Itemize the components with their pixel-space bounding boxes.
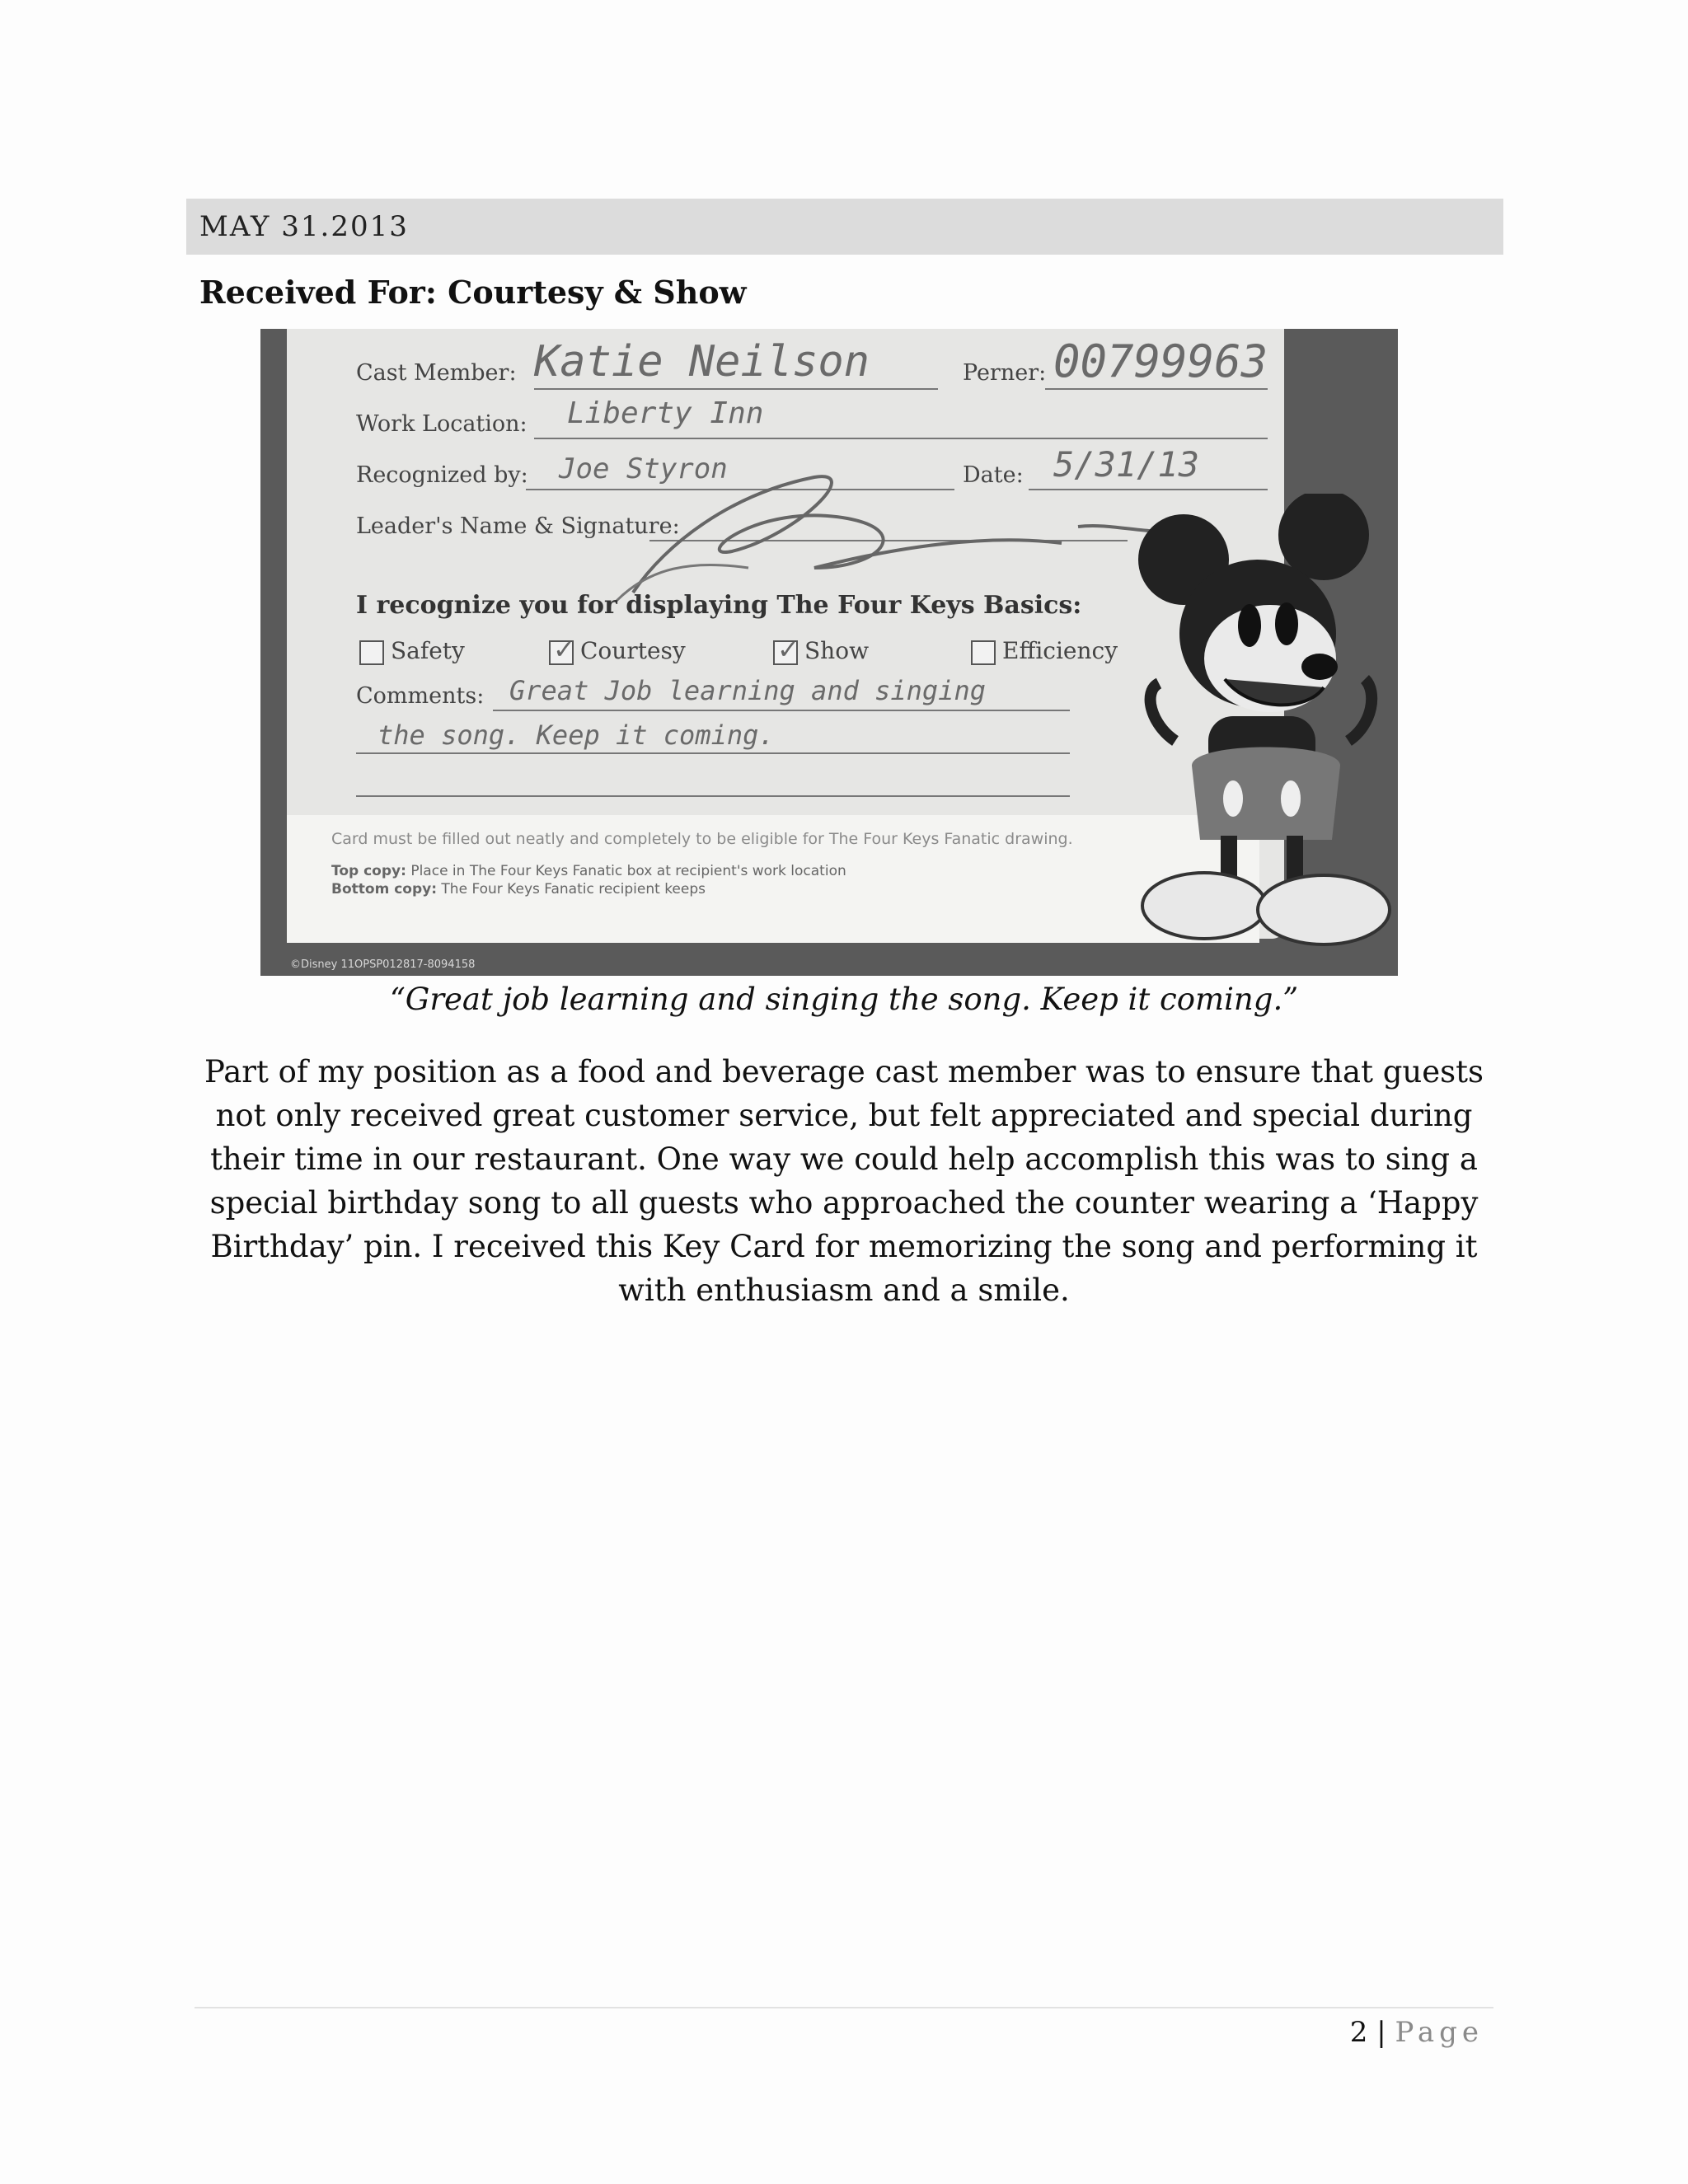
received-for-heading: Received For: Courtesy & Show	[199, 274, 747, 311]
check-icon: ✓	[553, 634, 575, 665]
bottom-copy-text: The Four Keys Fanatic recipient keeps	[441, 881, 706, 898]
comments-handwritten-1: Great Job learning and singing	[509, 675, 986, 706]
work-location-handwritten: Liberty Inn	[567, 396, 764, 430]
bottom-copy	[331, 881, 706, 898]
perner-handwritten: 00799963	[1053, 335, 1268, 387]
page-number: 2	[1349, 2016, 1368, 2049]
page-label: Page	[1395, 2016, 1484, 2049]
comments-line-3	[356, 795, 1070, 797]
show-checkbox	[773, 634, 799, 665]
four-keys-heading: I recognize you for displaying The Four Keys Basics:	[356, 591, 1082, 620]
top-copy-text: Place in The Four Keys Fanatic box at recipient's work location	[410, 863, 846, 879]
safety-label: Safety	[391, 637, 465, 664]
footer-divider	[195, 2007, 1493, 2008]
efficiency-label: Efficiency	[1002, 637, 1118, 664]
courtesy-label: Courtesy	[580, 637, 686, 664]
check-icon: ✓	[777, 634, 799, 665]
perner-label: Perner:	[963, 360, 1047, 386]
date-handwritten: 5/31/13	[1053, 444, 1200, 485]
perner-line	[1045, 388, 1268, 390]
fine-print: Card must be filled out neatly and completely to be eligible for The Four Keys Fanatic drawing.	[331, 830, 1073, 848]
recognized-by-handwritten: Joe Styron	[559, 452, 728, 485]
mickey-mouse-illustration	[1126, 494, 1398, 976]
recognized-by-label: Recognized by:	[356, 462, 528, 488]
cast-member-label: Cast Member:	[356, 360, 517, 386]
card-caption: “Great job learning and singing the song. Keep it coming.”	[389, 982, 1299, 1017]
signature-scribble	[567, 444, 1193, 609]
page-footer	[1350, 2009, 1484, 2055]
comments-handwritten-2: the song. Keep it coming.	[377, 719, 775, 751]
cast-member-line	[534, 388, 938, 390]
efficiency-checkbox	[971, 640, 996, 665]
date-header: MAY 31.2013	[186, 199, 1503, 255]
comments-label: Comments:	[356, 683, 485, 709]
safety-checkbox	[359, 640, 384, 665]
courtesy-checkbox	[549, 634, 575, 665]
date-label: Date:	[963, 462, 1024, 488]
show-label: Show	[804, 637, 870, 664]
top-copy-label: Top copy:	[331, 863, 406, 879]
leader-signature-label: Leader's Name & Signature:	[356, 513, 680, 539]
card-copyright: ©Disney 11OPSP012817-8094158	[290, 958, 476, 971]
card-instructions	[287, 815, 1259, 943]
comments-line-2	[356, 752, 1070, 754]
bottom-copy-label: Bottom copy:	[331, 881, 438, 898]
page-separator: |	[1376, 2016, 1386, 2049]
top-copy	[331, 863, 846, 879]
body-paragraph: Part of my position as a food and beverage cast member was to ensure that guests not only received great customer service, but felt appreciated and special during their time in our restaurant. One way we could help accomplish this was to sing a special birthday song to all guests who approached the counter wearing a ‘Happy Birthday’ pin. I received this Key Card for memorizing the song and performing it with enthusiasm and a smile.	[204, 1054, 1484, 1308]
comments-line-1	[493, 710, 1070, 711]
work-location-label: Work Location:	[356, 411, 528, 437]
work-location-line	[534, 438, 1268, 439]
cast-member-handwritten: Katie Neilson	[534, 337, 870, 387]
key-card-image	[260, 329, 1398, 976]
